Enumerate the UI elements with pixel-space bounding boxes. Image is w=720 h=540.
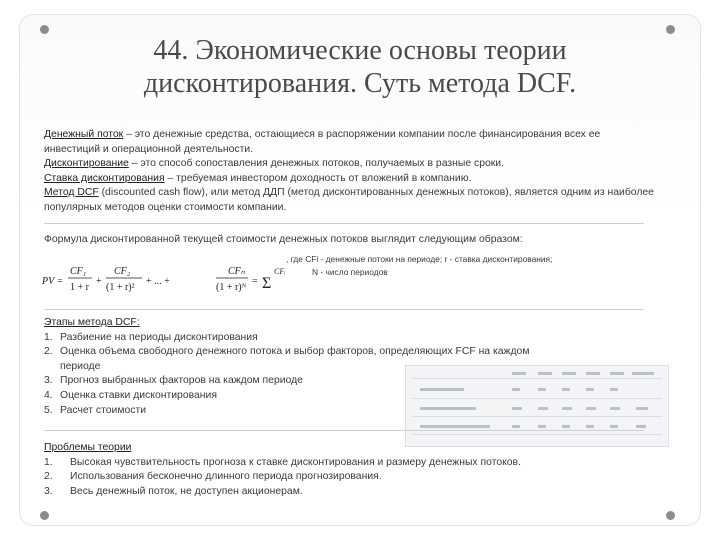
svg-text:CFₙ: CFₙ <box>228 266 245 277</box>
svg-text:(1 + r)ᴺ: (1 + r)ᴺ <box>216 282 247 293</box>
term-dcf-method: Метод DCF <box>44 187 99 199</box>
forecast-table-image <box>405 365 669 447</box>
svg-text:+ ... +: + ... + <box>146 276 170 287</box>
corner-dot <box>40 511 49 520</box>
problems-list <box>44 456 684 500</box>
corner-dot <box>666 511 675 520</box>
title-line-2: дисконтирования. Суть метода DCF. <box>143 68 577 99</box>
list-item: периоде <box>60 360 101 372</box>
problems-block <box>44 441 684 499</box>
list-item: 2. Использования бесконечно длинного периода прогнозирования. <box>44 471 382 483</box>
formula-legend <box>286 253 552 279</box>
definition-discount-rate <box>44 172 684 187</box>
list-item: 4. Оценка ставки дисконтирования <box>44 389 217 401</box>
svg-text:CF₂: CF₂ <box>114 266 131 277</box>
title-line-1: 44. Экономические основы теории <box>153 35 567 66</box>
term-cash-flow: Денежный поток <box>44 129 124 140</box>
formula-intro <box>44 233 684 248</box>
list-item: 3. Прогноз выбранных факторов на каждом периоде <box>44 375 303 387</box>
desc-dcf-method: (discounted cash flow), или метод ДДП (метод дисконтированных денежных потоков), является одним из наиболее популярных методов оценки стоимости компании. <box>44 187 654 213</box>
svg-text:(1 + r)²: (1 + r)² <box>106 282 135 293</box>
separator <box>44 430 644 431</box>
problems-heading: Проблемы теории <box>44 442 132 453</box>
separator <box>44 223 644 224</box>
definitions-block <box>44 128 684 216</box>
desc-discount-rate: – требуемая инвестором доходность от вложений в компанию. <box>164 172 472 184</box>
term-discount-rate: Ставка дисконтирования <box>44 172 165 184</box>
stages-heading: Этапы метода DCF: <box>44 317 140 328</box>
dcf-formula-image <box>40 257 284 303</box>
definition-discounting <box>44 157 684 172</box>
desc-discounting: – это способ сопоставления денежных потоков, получаемых в разные сроки. <box>128 158 504 170</box>
svg-text:=: = <box>252 276 258 287</box>
list-item: 1. Разбиение на периоды дисконтирования <box>44 331 258 343</box>
slide-title <box>60 34 660 100</box>
svg-text:CFᵢ: CFᵢ <box>274 267 286 276</box>
list-item: 1. Высокая чувствительность прогноза к ставке дисконтирования и размеру денежных потоков. <box>44 456 521 468</box>
svg-text:+: + <box>96 276 102 287</box>
definition-cash-flow <box>44 128 644 157</box>
svg-text:Σ: Σ <box>262 275 272 292</box>
corner-dot <box>666 25 675 34</box>
formula-note-1: , где CFi - денежные потоки на периоде; r - ставка дисконтирования; <box>286 254 553 264</box>
list-item: 2. Оценка объема свободного денежного потока и выбор факторов, определяющих FCF на каждом <box>44 346 530 358</box>
svg-text:1 + r: 1 + r <box>70 282 89 293</box>
list-item: 5. Расчет стоимости <box>44 404 147 416</box>
separator <box>44 309 644 310</box>
corner-dot <box>40 25 49 34</box>
formula-note-2: N - число периодов <box>312 267 388 277</box>
term-discounting: Дисконтирование <box>44 158 129 170</box>
svg-text:PV =: PV = <box>42 276 64 287</box>
svg-text:CF₁: CF₁ <box>70 266 87 277</box>
desc-cash-flow: – это денежные средства, остающиеся в распоряжении компании после финансирования всех ее инвестиций и операционной деятельности. <box>44 129 601 155</box>
list-item: 3. Весь денежный поток, не доступен акционерам. <box>44 485 303 497</box>
formula-intro-text: Формула дисконтированной текущей стоимости денежных потоков выглядит следующим образом: <box>44 234 523 245</box>
definition-dcf-method <box>44 186 659 215</box>
